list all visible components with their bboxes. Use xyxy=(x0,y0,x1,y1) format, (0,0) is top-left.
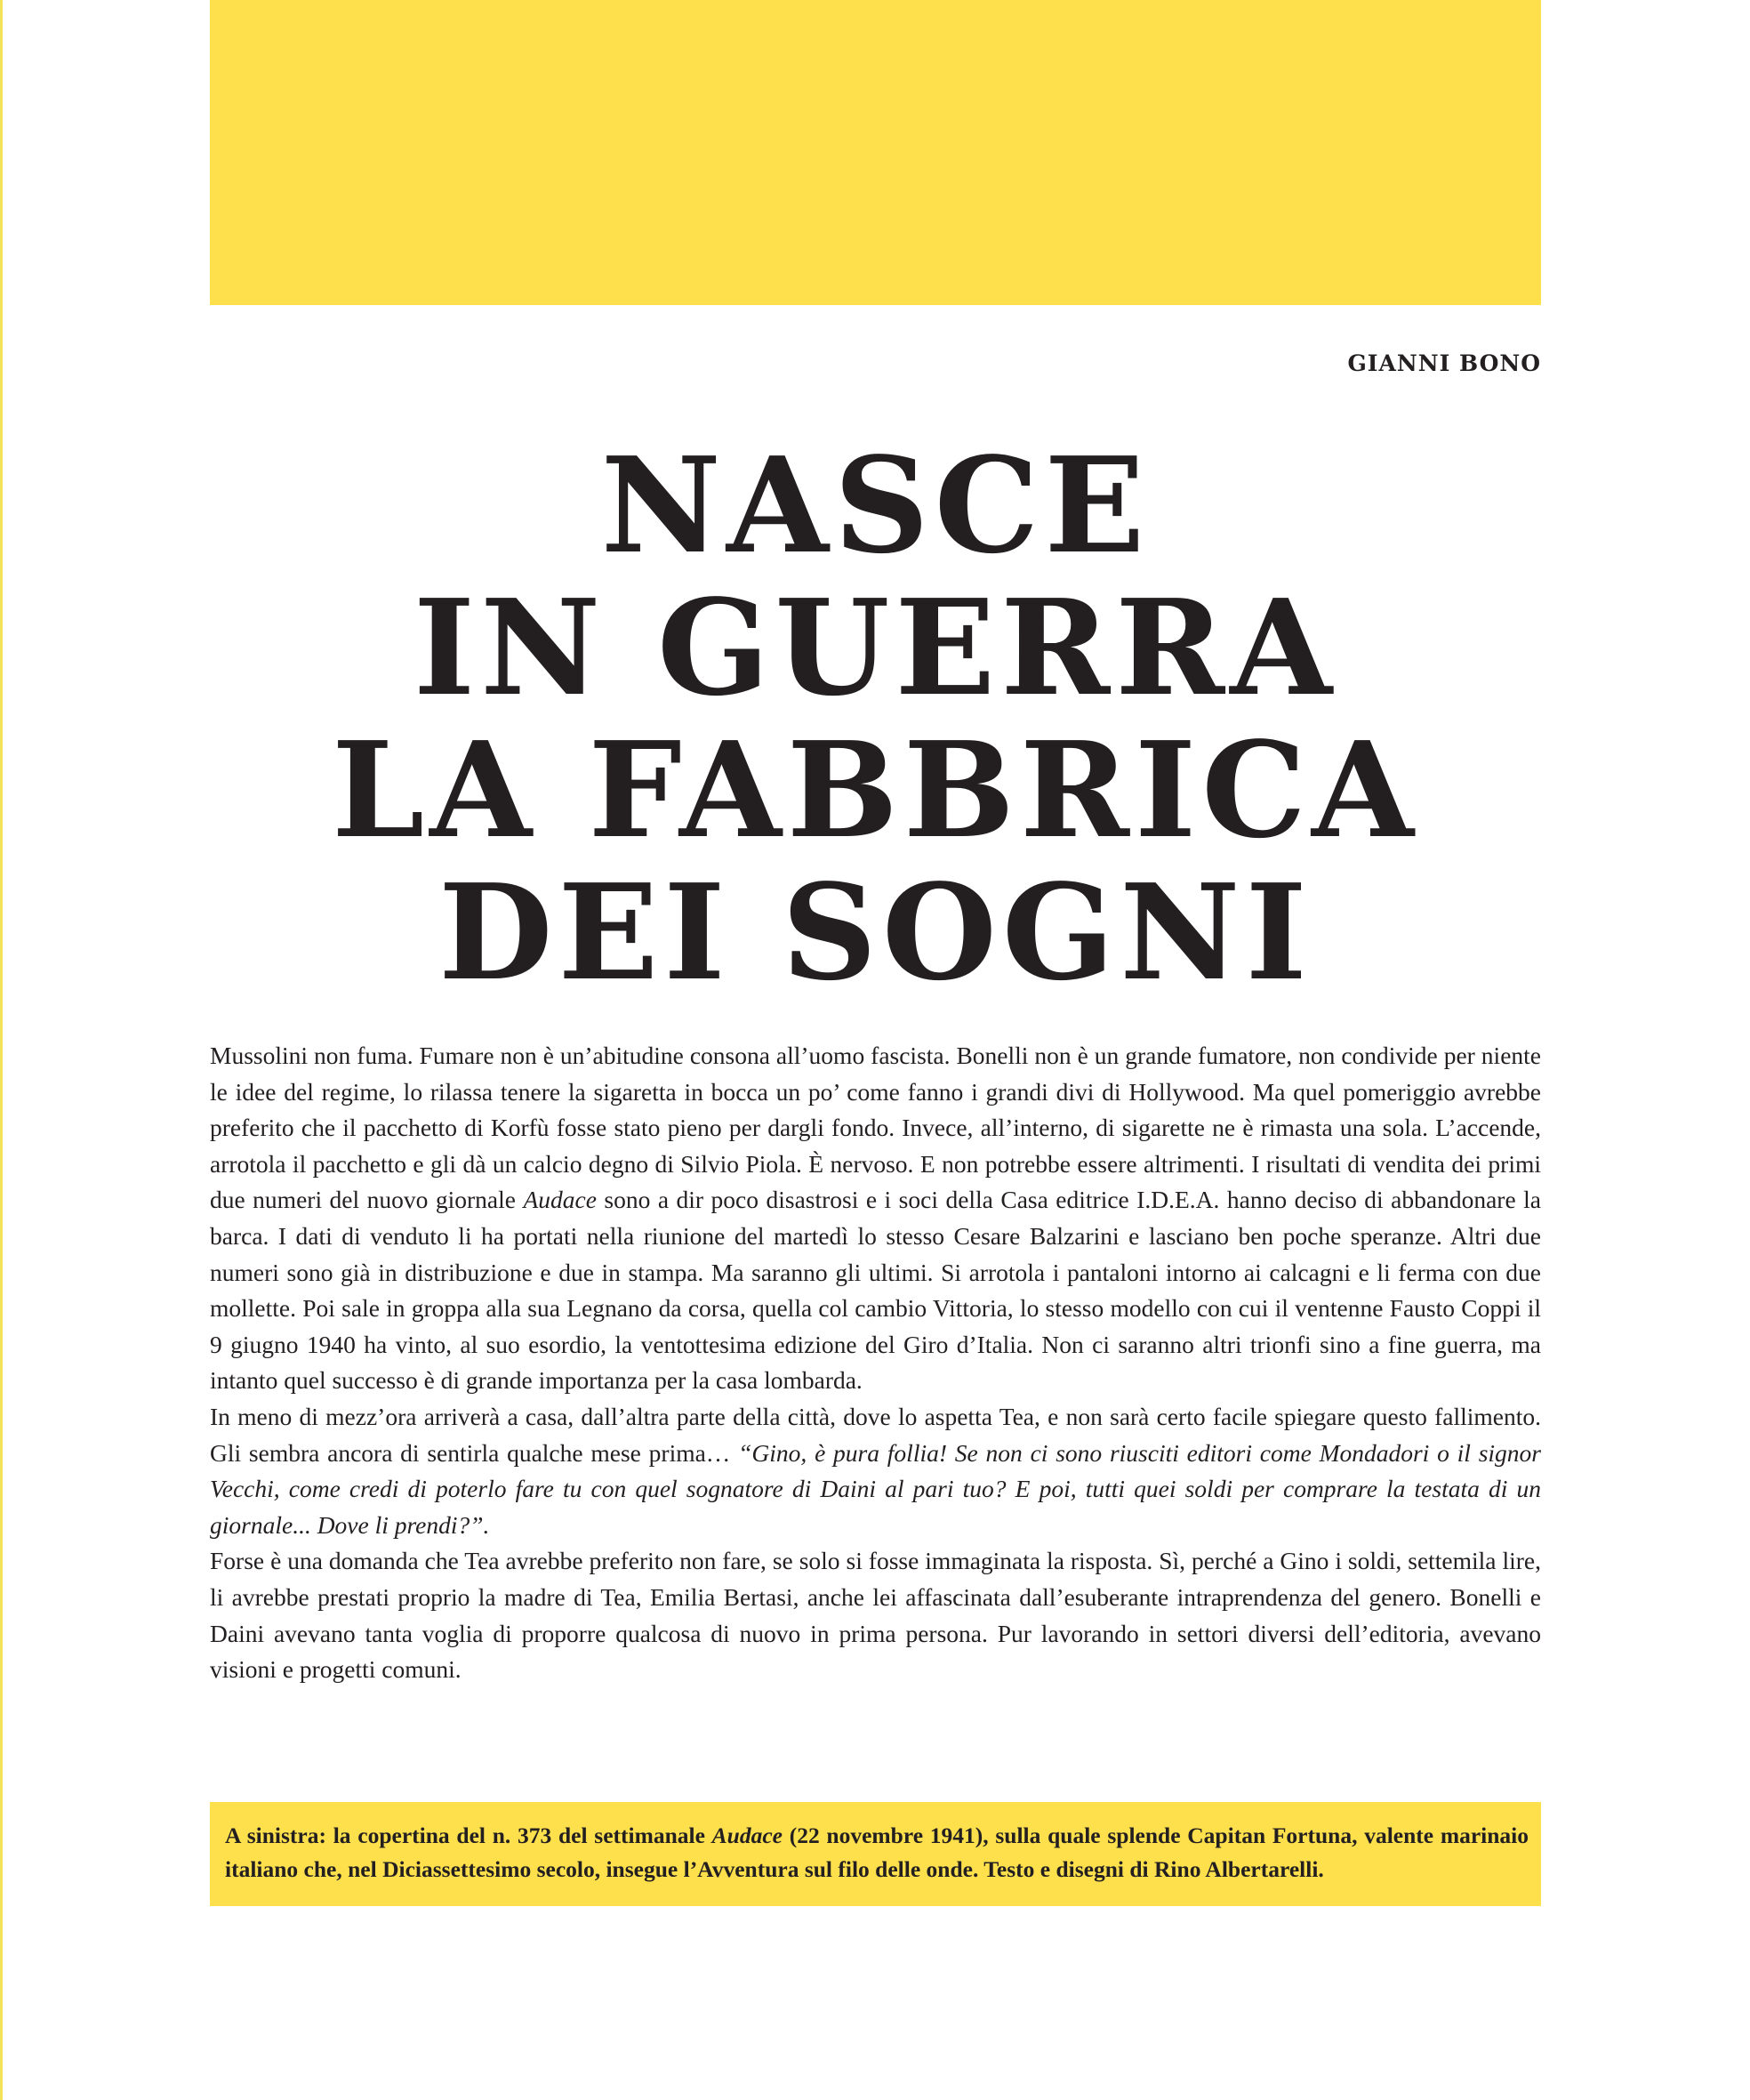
caption-text-start: A sinistra: la copertina del n. 373 del settimanale xyxy=(225,1822,712,1848)
image-caption-box xyxy=(210,1802,1541,1906)
article-headline xyxy=(210,428,1541,1010)
author-byline: GIANNI BONO xyxy=(1347,350,1541,376)
paragraph-2-text: In meno di mezz’ora arriverà a casa, dall’altra parte della città, dove lo aspetta Tea, e non sarà certo facile spiegare questo fallimento. Gli sembra ancora di sentirla qualche mese prima… xyxy=(210,1402,1541,1467)
headline-line-4: DEI SOGNI xyxy=(438,855,1312,1010)
caption-text-end: (22 novembre 1941), sulla quale splende Capitan Fortuna, valente marinaio italiano che, nel Diciassettesimo secolo, insegue l’Avventura sul filo delle onde. Testo e disegni di Rino Albertarelli. xyxy=(225,1822,1529,1882)
headline-line-1: NASCE xyxy=(600,428,1151,583)
tea-quote-italic: “Gino, è pura follia! Se non ci sono riusciti editori come Mondadori o il signor Vecchi, come credi di poterlo fare tu con quel sognatore di Daini al pari tuo? E poi, tutti quei soldi per comprare la testata di un giornale... Dove li prendi?”. xyxy=(210,1438,1541,1539)
paragraph-1-text-end: sono a dir poco disastrosi e i soci della Casa editrice I.D.E.A. hanno deciso di abbandonare la barca. I dati di venduto li ha portati nella riunione del martedì lo stesso Cesare Balzarini e lasciano ben poche speranze. Altri due numeri sono già in distribuzione e due in stampa. Ma saranno gli ultimi. Si arrotola i pantaloni intorno ai calcagni e li ferma con due mollette. Poi sale in groppa alla sua Legnano da corsa, quella col cambio Vittoria, lo stesso modello con cui il ventenne Fausto Coppi il 9 giugno 1940 ha vinto, al suo esordio, la ventottesima edizione del Giro d’Italia. Non ci saranno altri trionfi sino a fine guerra, ma intanto quel successo è di grande importanza per la casa lombarda. xyxy=(210,1186,1541,1395)
paragraph-1 xyxy=(210,1038,1541,1399)
paragraph-2 xyxy=(210,1399,1541,1543)
article-body xyxy=(210,1038,1541,1688)
headline-line-2: IN GUERRA xyxy=(413,570,1338,725)
headline-line-3: LA FABBRICA xyxy=(332,712,1419,867)
magazine-title-italic: Audace xyxy=(523,1186,597,1214)
page-edge-stripe xyxy=(0,0,3,2100)
paragraph-1-text: Mussolini non fuma. Fumare non è un’abitudine consona all’uomo fascista. Bonelli non è un grande fumatore, non condivide per niente le idee del regime, lo rilassa tenere la sigaretta in bocca un po’ come fanno i grandi divi di Hollywood. Ma quel pomeriggio avrebbe preferito che il pacchetto di Korfù fosse stato pieno per dargli fondo. Invece, all’interno, di sigarette ne è rimasta una sola. L’accende, arrotola il pacchetto e gli dà un calcio degno di Silvio Piola. È nervoso. E non potrebbe essere altrimenti. I risultati di vendita dei primi due numeri del nuovo giornale xyxy=(210,1042,1541,1214)
caption-magazine-title: Audace xyxy=(711,1822,783,1848)
top-yellow-banner xyxy=(210,0,1541,305)
paragraph-3: Forse è una domanda che Tea avrebbe preferito non fare, se solo si fosse immaginata la risposta. Sì, perché a Gino i soldi, settemila lire, li avrebbe prestati proprio la madre di Tea, Emilia Bertasi, anche lei affascinata dall’esuberante intraprendenza del genero. Bonelli e Daini avevano tanta voglia di proporre qualcosa di nuovo in prima persona. Pur lavorando in settori diversi dell’editoria, avevano visioni e progetti comuni. xyxy=(210,1547,1541,1684)
